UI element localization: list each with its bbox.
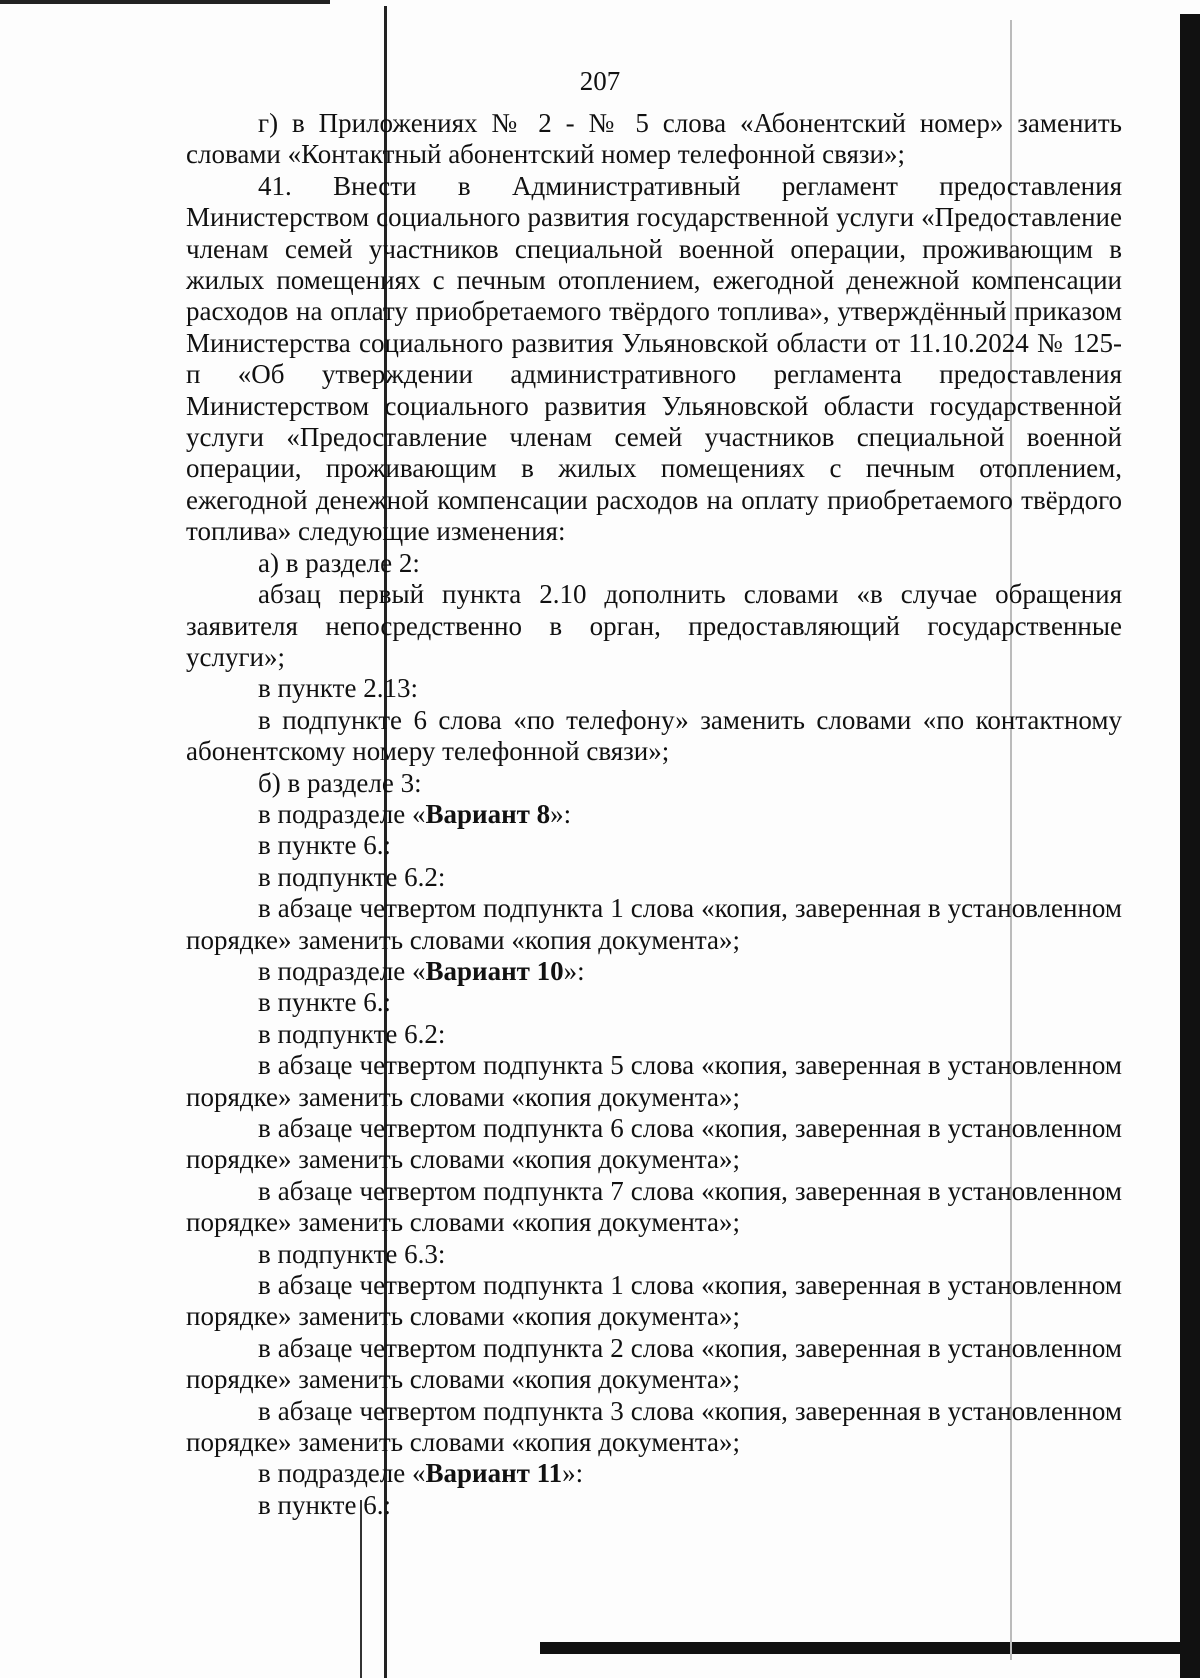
subsection-heading	[186, 1458, 1122, 1489]
subsection-heading	[186, 799, 1122, 830]
paragraph: в пункте 2.13:	[258, 673, 418, 704]
subsection-heading	[186, 956, 1122, 987]
paragraph: в абзаце четвертом подпункта 2 слова «копия, заверенная в установленном порядке» заменить словами «копия документа»;	[186, 1332, 1122, 1395]
variant-label: Вариант 11	[425, 1458, 563, 1489]
page-number: 207	[579, 66, 621, 96]
scan-artifact-top	[0, 0, 330, 4]
paragraph: в абзаце четвертом подпункта 6 слова «копия, заверенная в установленном порядке» заменить словами «копия документа»;	[186, 1113, 1122, 1175]
paragraph: абзац первый пункта 2.10 дополнить словами «в случае обращения заявителя непосредственно в орган, предоставляющий государственные услуги»;	[186, 579, 1122, 672]
paragraph: г) в Приложениях № 2 - № 5 слова «Абонентский номер» заменить словами «Контактный абонентский номер телефонной связи»;	[186, 108, 1122, 170]
text-run: »:	[550, 798, 572, 829]
paragraph: в подпункте 6.2:	[258, 861, 446, 892]
document-body	[186, 108, 1122, 1521]
paragraph: а) в разделе 2:	[258, 547, 420, 578]
scan-fold-line	[360, 1500, 362, 1678]
paragraph: в абзаце четвертом подпункта 1 слова «копия, заверенная в установленном порядке» заменить словами «копия документа»;	[186, 1270, 1122, 1332]
text-run: в подразделе «	[258, 798, 426, 829]
text-run: в подразделе «	[258, 1458, 426, 1489]
paragraph: в подпункте 6.2:	[258, 1018, 446, 1049]
paragraph: в пункте 6.:	[258, 1489, 391, 1520]
paragraph: в пункте 6.:	[258, 987, 391, 1018]
paragraph: в абзаце четвертом подпункта 5 слова «копия, заверенная в установленном порядке» заменить словами «копия документа»;	[186, 1050, 1122, 1112]
variant-label: Вариант 8	[425, 798, 551, 829]
paragraph: 41. Внести в Административный регламент предоставления Министерством социального развития государственной услуги «Предоставление членам семей участников специальной военной операции, проживающим в жилых помещениях с печным отоплением, ежегодной денежной компенсации расходов на оплату приобретаемого твёрдого топлива», утверждённый приказом Министерства социального развития Ульяновской области от 11.10.2024 № 125-п «Об утверждении административного регламента предоставления Министерством социального развития Ульяновской области государственной услуги «Предоставление членам семей участников специальной военной операции, проживающим в жилых помещениях с печным отоплением, ежегодной денежной компенсации расходов на оплату приобретаемого твёрдого топлива» следующие изменения:	[186, 170, 1122, 547]
paragraph: в абзаце четвертом подпункта 3 слова «копия, заверенная в установленном порядке» заменить словами «копия документа»;	[186, 1395, 1122, 1458]
text-run: »:	[563, 955, 585, 986]
scan-artifact-right-edge	[1180, 14, 1200, 1678]
text-run: в подразделе «	[258, 955, 426, 986]
scan-artifact-bottom-edge	[540, 1642, 1180, 1654]
paragraph: в подпункте 6.3:	[258, 1238, 446, 1269]
paragraph: в пункте 6.:	[258, 830, 391, 861]
paragraph: в абзаце четвертом подпункта 1 слова «копия, заверенная в установленном порядке» заменить словами «копия документа»;	[186, 893, 1122, 955]
text-run: »:	[562, 1458, 584, 1489]
paragraph: в абзаце четвертом подпункта 7 слова «копия, заверенная в установленном порядке» заменить словами «копия документа»;	[186, 1175, 1122, 1238]
variant-label: Вариант 10	[425, 955, 564, 986]
paragraph: в подпункте 6 слова «по телефону» заменить словами «по контактному абонентскому номеру телефонной связи»;	[186, 704, 1122, 767]
paragraph: б) в разделе 3:	[258, 767, 422, 798]
